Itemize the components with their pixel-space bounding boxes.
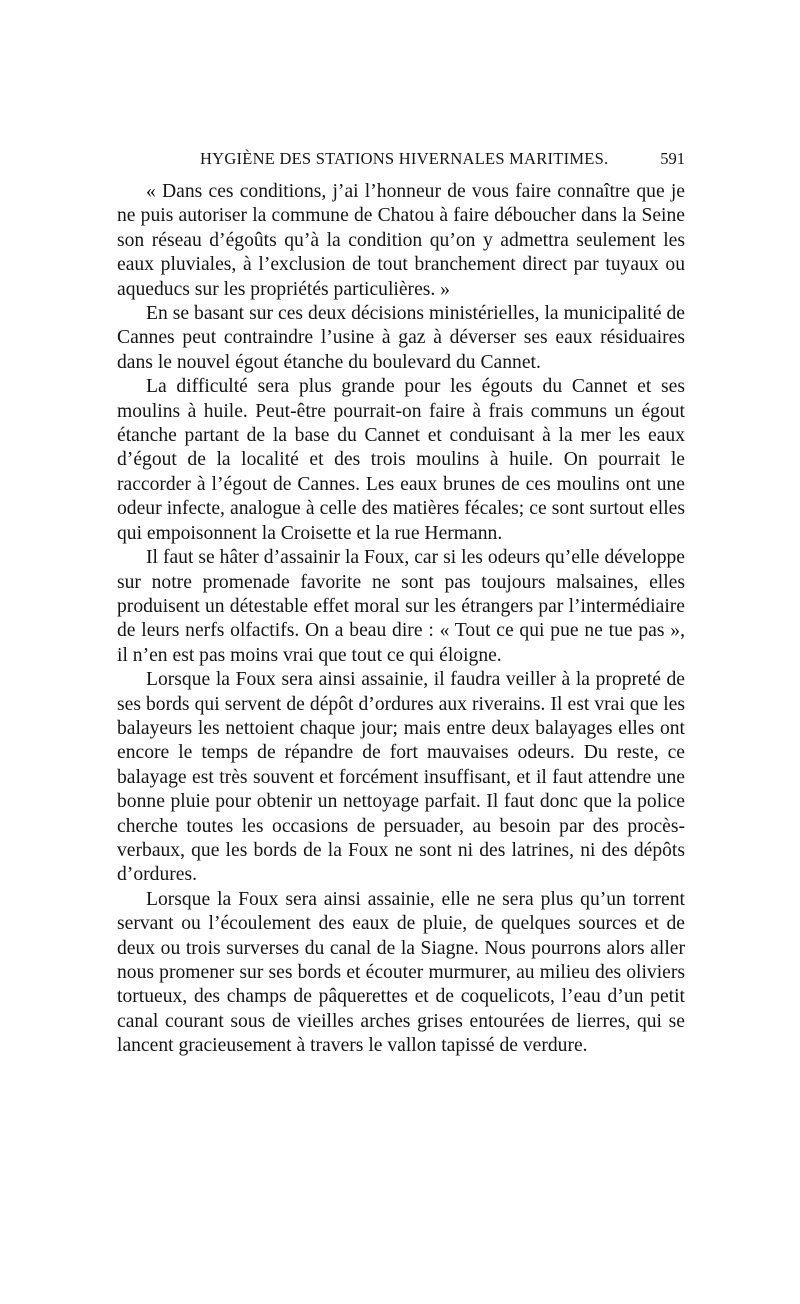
page-number: 591 xyxy=(660,149,685,168)
paragraph-cannes-gas-works: En se basant sur ces deux décisions ministérielles, la municipalité de Cannes peut contraindre l’usine à gaz à déverser ses eaux résiduaires dans le nouvel égout étanche du boulevard du Cannet. xyxy=(117,303,685,373)
running-title: HYGIÈNE DES STATIONS HIVERNALES MARITIMES. xyxy=(200,149,609,168)
paragraph-foux-banks: Lorsque la Foux sera ainsi assainie, il faudra veiller à la propreté de ses bords qui servent de dépôt d’ordures aux riverains. Il est vrai que les balayeurs les nettoient chaque jour; mais entre deux balayages elles ont encore le temps de répandre de fort mauvaises odeurs. Du reste, ce balayage est très souvent et forcément insuffisant, et il faut attendre une bonne pluie pour obtenir un nettoyage parfait. Il faut donc que la police cherche toutes les occasions de persuader, au besoin par des procès-verbaux, que les bords de la Foux ne sont ni des latrines, ni des dépôts d’ordures. xyxy=(117,669,685,886)
running-head xyxy=(117,149,685,171)
body-text xyxy=(117,180,685,1059)
paragraph-quote-chatou: « Dans ces conditions, j’ai l’honneur de vous faire connaître que je ne puis autoriser la commune de Chatou à faire déboucher dans la Seine son réseau d’égoûts qu’à la condition qu’on y admettra seulement les eaux pluviales, à l’exclusion de tout branchement direct par tuyaux ou aqueducs sur les propriétés particulières. » xyxy=(117,181,685,300)
paragraph-foux-odours: Il faut se hâter d’assainir la Foux, car si les odeurs qu’elle développe sur notre promenade favorite ne sont pas toujours malsaines, elles produisent un détestable effet moral sur les étrangers par l’intermédiaire de leurs nerfs olfactifs. On a beau dire : « Tout ce qui pue ne tue pas », il n’en est pas moins vrai que tout ce qui éloigne. xyxy=(117,547,685,666)
paragraph-cannet-sewers: La difficulté sera plus grande pour les égouts du Cannet et ses moulins à huile. Peut-être pourrait-on faire à frais communs un égout étanche partant de la base du Cannet et conduisant à la mer les eaux d’égout de la localité et des trois moulins à huile. On pourrait le raccorder à l’égout de Cannes. Les eaux brunes de ces moulins ont une odeur infecte, analogue à celle des matières fécales; ce sont surtout elles qui empoisonnent la Croisette et la rue Hermann. xyxy=(117,376,685,544)
paragraph-foux-torrent: Lorsque la Foux sera ainsi assainie, elle ne sera plus qu’un torrent servant ou l’écoulement des eaux de pluie, de quelques sources et de deux ou trois surverses du canal de la Siagne. Nous pourrons alors aller nous promener sur ses bords et écouter murmurer, au milieu des oliviers tortueux, des champs de pâquerettes et de coquelicots, l’eau d’un petit canal courant sous de vieilles arches grises entourées de lierres, qui se lancent gracieusement à travers le vallon tapissé de verdure. xyxy=(117,888,685,1057)
